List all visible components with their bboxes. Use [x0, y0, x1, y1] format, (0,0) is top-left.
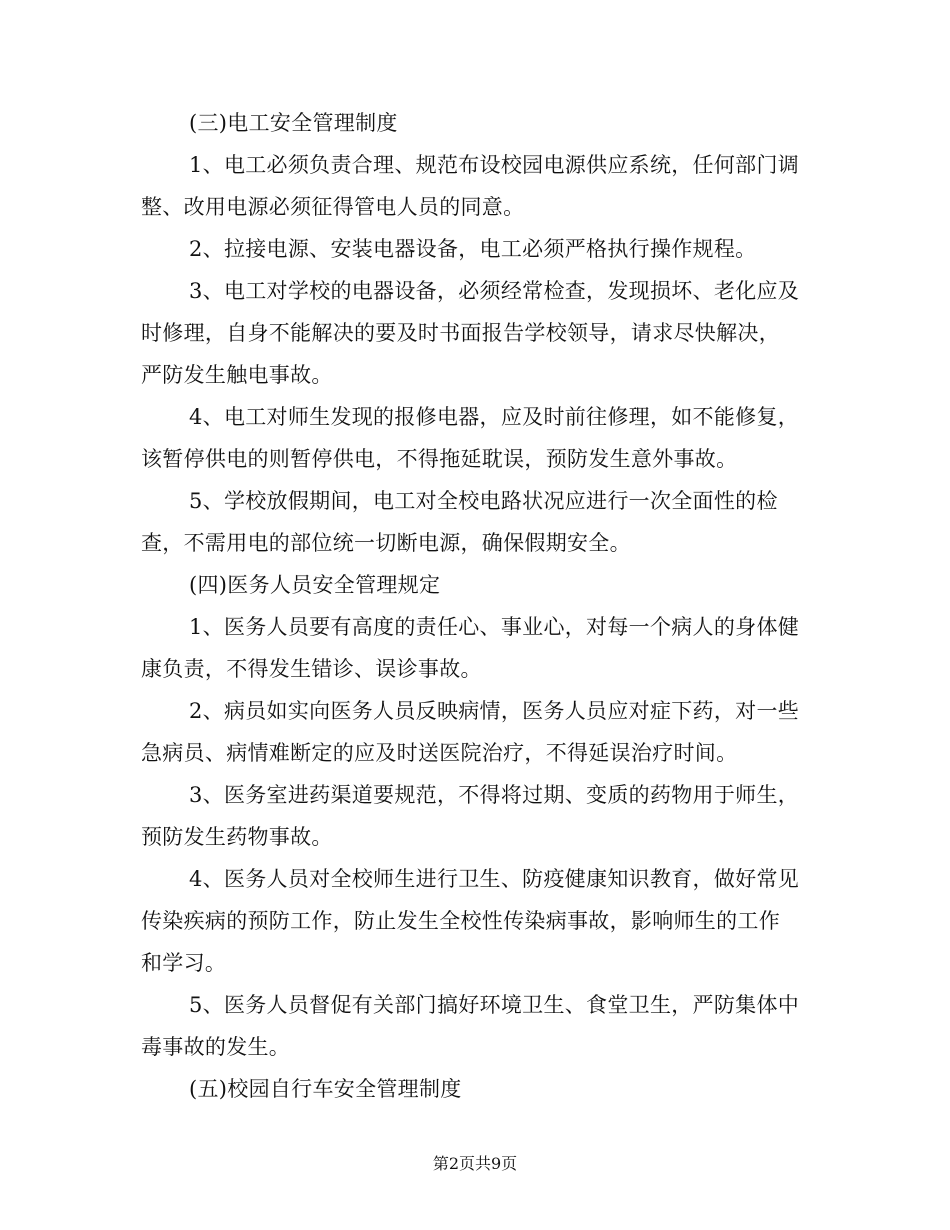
- paragraph-line: 查，不需用电的部位统一切断电源，确保假期安全。: [141, 531, 631, 555]
- section-heading-4: (四)医务人员安全管理规定: [189, 573, 441, 597]
- paragraph-line: 2、病员如实向医务人员反映病情，医务人员应对症下药，对一些: [189, 699, 800, 723]
- section-heading-5: (五)校园自行车安全管理制度: [189, 1077, 462, 1101]
- paragraph-line: 1、医务人员要有高度的责任心、事业心，对每一个病人的身体健: [189, 615, 800, 639]
- paragraph-line: 2、拉接电源、安装电器设备，电工必须严格执行操作规程。: [189, 237, 757, 261]
- paragraph-line: 严防发生触电事故。: [141, 363, 333, 387]
- paragraph-line: 毒事故的发生。: [141, 1035, 291, 1059]
- paragraph-line: 3、电工对学校的电器设备，必须经常检查，发现损坏、老化应及: [189, 279, 800, 303]
- paragraph-line: 该暂停供电的则暂停供电，不得拖延耽误，预防发生意外事故。: [141, 447, 738, 471]
- paragraph-line: 整、改用电源必须征得管电人员的同意。: [141, 195, 525, 219]
- document-body: [141, 102, 821, 1110]
- paragraph-line: 急病员、病情难断定的应及时送医院治疗，不得延误治疗时间。: [141, 741, 738, 765]
- paragraph-line: 3、医务室进药渠道要规范，不得将过期、变质的药物用于师生，: [189, 783, 800, 807]
- paragraph-line: 时修理，自身不能解决的要及时书面报告学校领导，请求尽快解决，: [141, 321, 780, 345]
- paragraph-line: 预防发生药物事故。: [141, 825, 333, 849]
- paragraph-line: 和学习。: [141, 951, 227, 975]
- paragraph-line: 4、电工对师生发现的报修电器，应及时前往修理，如不能修复，: [189, 405, 800, 429]
- paragraph-line: 5、医务人员督促有关部门搞好环境卫生、食堂卫生，严防集体中: [189, 993, 800, 1017]
- page-number: 第2页共9页: [432, 1154, 518, 1173]
- paragraph-line: 康负责，不得发生错诊、误诊事故。: [141, 657, 482, 681]
- section-heading-3: (三)电工安全管理制度: [189, 111, 398, 135]
- paragraph-line: 4、医务人员对全校师生进行卫生、防疫健康知识教育，做好常见: [189, 867, 800, 891]
- paragraph-line: 5、学校放假期间，电工对全校电路状况应进行一次全面性的检: [189, 489, 778, 513]
- paragraph-line: 1、电工必须负责合理、规范布设校园电源供应系统，任何部门调: [189, 153, 800, 177]
- paragraph-line: 传染疾病的预防工作，防止发生全校性传染病事故，影响师生的工作: [141, 909, 780, 933]
